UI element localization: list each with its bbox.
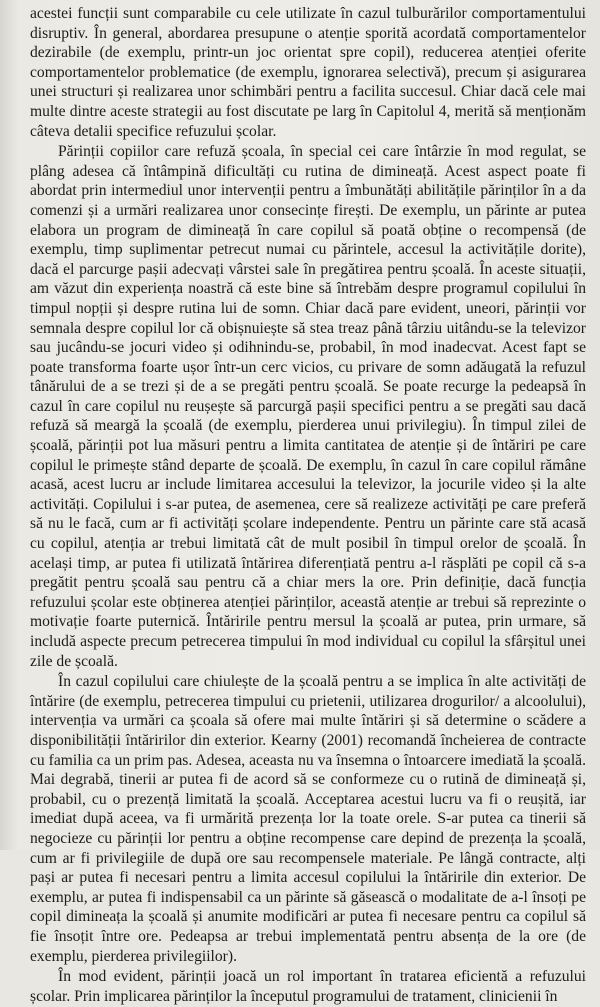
paragraph-3: În cazul copilului care chiulește de la școală pentru a se implica în alte activități de întărire (de exemplu, petrecerea timpului cu prietenii, utilizarea drogurilor/ a alcoolului), intervenția va urmări ca școala să ofere mai multe întăriri și să determine o scădere a disponibilității întăririlor din exterior. Kearny (2001) recomandă încheierea de contracte cu familia ca un prim pas. Adesea, aceasta nu va însemna o întoarcere imediată la școală. Mai degrabă, tinerii ar putea fi de acord să se conformeze cu o rutină de dimineață și, probabil, cu o prezență limitată la școală. Acceptarea acestui lucru va fi o reușită, iar imediat după aceea, va fi urmărită prezența lor la toate orele. S-ar putea ca tinerii să negocieze cu părinții lor pentru a obține recompense care depind de prezența la școală, cum ar fi privilegiile de după ore sau recompensele materiale. Pe lângă contracte, alți pași ar putea fi necesari pentru a limita accesul copilului la întăririle din exterior. De exemplu, ar putea fi indispensabil ca un părinte să găsească o modalitate de a-l însoți pe copil dimineața la școală și anumite modificări ar putea fi necesare pentru ca copilul să fie însoțit între ore. Pedeapsa ar trebui implementată pentru absența de la ore (de exemplu, pierderea privilegiilor). xyxy=(30,673,586,965)
paragraph-2: Părinții copiilor care refuză școala, în special cei care întârzie în mod regulat, se plâng adesea că întâmpină dificultăți cu rutina de dimineață. Acest aspect poate fi abordat prin intermediul unor intervenții pentru a îmbunătăți abilitățile părinților în a da comenzi și a urmări realizarea unor consecințe firești. De exemplu, un părinte ar putea elabora un program de dimineață în care copilul să poată obține o recompensă (de exemplu, timp suplimentar petrecut numai cu părintele, accesul la activitățile dorite), dacă el parcurge pașii adecvați vârstei sale în pregătirea pentru școală. În aceste situații, am văzut din experiența noastră că este bine să întrebăm despre programul copilului în timpul nopții și despre rutina lui de somn. Chiar dacă pare evident, uneori, părinții vor semnala despre copilul lor că obișnuiește să stea treaz până târziu uitându-se la televizor sau jucându-se jocuri video și odihnindu-se, probabil, în mod inadecvat. Acest fapt se poate transforma foarte ușor într-un cerc vicios, cu privare de somn adăugată la refuzul tânărului de a se trezi și de a se pregăti pentru școală. Se poate recurge la pedeapsă în cazul în care copilul nu reușește să parcurgă pașii specifici pentru a se pregăti sau dacă refuză să meargă la școală (de exemplu, pierderea unui privilegiu). În timpul zilei de școală, părinții pot lua măsuri pentru a limita cantitatea de atenție și de întăriri pe care copilul le primește stând departe de școală. De exemplu, în cazul în care copilul rămâne acasă, acest lucru ar include limitarea accesului la televizor, la jocurile video și la alte activități. Copilului i s-ar putea, de asemenea, cere să realizeze activități pe care preferă să nu le facă, cum ar fi activități școlare independente. Pentru un părinte care stă acasă cu copilul, atenția ar trebui limitată cât de mult posibil în timpul orelor de școală. În același timp, ar putea fi utilizată întărirea diferențiată pentru a-l răsplăti pe copil că s-a pregătit pentru școală sau pentru că a chiar mers la ore. Prin definiție, dacă funcția refuzului școlar este obținerea atenției părinților, această atenție ar trebui să reprezinte o motivație foarte puternică. Întăririle pentru mersul la școală ar putea, prin urmare, să includă aspecte precum petrecerea timpului în mod individual cu copilul la sfârșitul unei zile de școală. xyxy=(30,143,586,670)
paragraph-1: acestei funcții sunt comparabile cu cele utilizate în cazul tulburărilor comportamentului disruptiv. În general, abordarea presupune o atenție sporită acordată comportamentelor dezirabile (de exemplu, printr-un joc orientat spre copil), reducerea atenției oferite comportamentelor problematice (de exemplu, ignorarea selectivă), precum și asigurarea unei structuri și realizarea unor schimbări pentru a facilita succesul. Chiar dacă cele mai multe dintre aceste strategii au fost discutate pe larg în Capitolul 4, merită să menționăm câteva detalii specifice refuzului școlar. xyxy=(30,5,586,140)
paragraph-4: În mod evident, părinții joacă un rol important în tratarea eficientă a refuzului școlar. Prin implicarea părinților la începutul programului de tratament, clinicienii în xyxy=(30,968,586,1005)
body-text xyxy=(30,4,586,1007)
